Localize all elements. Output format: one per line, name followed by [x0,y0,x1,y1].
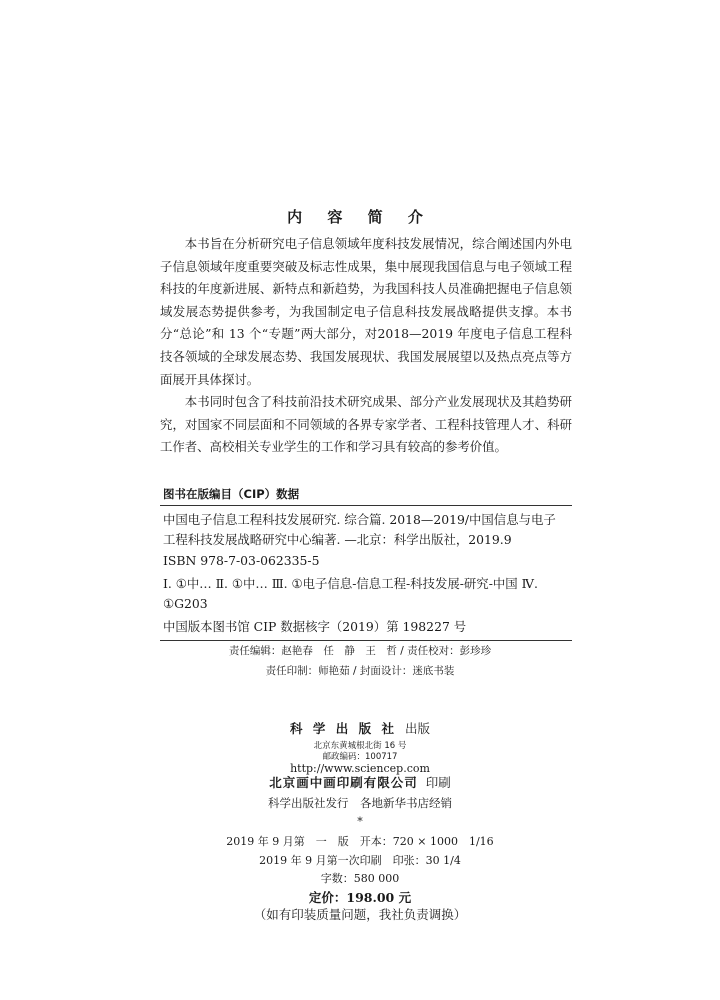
staff-line-production: 责任印制：师艳茹 / 封面设计：迷底书装 [265,665,455,677]
printer-name: 北京画中画印刷有限公司 [269,775,418,790]
publisher-postcode: 邮政编码：100717 [322,752,398,762]
separator-star: * [357,815,363,828]
word-count: 字数：580 000 [320,872,400,885]
quality-notice: （如有印装质量问题，我社负责调换） [253,907,467,922]
summary-body [160,233,572,459]
cip-heading: 图书在版编目（CIP）数据 [163,487,300,501]
distribution-line: 科学出版社发行 各地新华书店经销 [268,796,452,810]
printing-line: 2019 年 9 月第一次印刷 印张：30 1/4 [259,854,461,867]
summary-paragraph-1: 本书旨在分析研究电子信息领域年度科技发展情况，综合阐述国内外电子信息领域年度重要突破及标志性成果，集中展现我国信息与电子领域工程科技的年度新进展、新特点和新趋势，为我国科技人员准确把握电子信息领域发展态势提供参考，为我国制定电子信息科技发展战略提供支撑。本书分“总论”和 13 个“专题”两大部分，对2018—2019 年度电子信息工程科技各领域的全球发展态势、我国发展现状、我国发展展望以及热点亮点等方面展开具体探讨。 [160,236,572,387]
publisher-address: 北京东黄城根北街 16 号 [313,741,407,751]
publisher-line [0,719,720,737]
cip-isbn: ISBN 978-7-03-062335-5 [163,553,320,568]
cip-bottom-divider [160,640,572,641]
summary-paragraph-2: 本书同时包含了科技前沿技术研究成果、部分产业发展现状及其趋势研究，对国家不同层面和不同领域的各界专家学者、工程科技管理人才、科研工作者、高校相关专业学生的工作和学习具有较高的参考价值。 [160,394,572,455]
cip-core-data: 中国版本图书馆 CIP 数据核字（2019）第 198227 号 [163,619,467,634]
cip-classification: Ⅰ. ①中… Ⅱ. ①中… Ⅲ. ①电子信息-信息工程-科技发展-研究-中国 Ⅳ. ①G203 [163,576,538,611]
publisher-website: http://www.sciencep.com [290,762,430,775]
cip-description: 中国电子信息工程科技发展研究. 综合篇. 2018—2019/中国信息与电子工程科技发展战略研究中心编著. —北京：科学出版社，2019.9 [163,512,556,547]
summary-title: 内 容 简 介 [287,208,433,226]
publisher-suffix: 出版 [404,721,430,736]
edition-line: 2019 年 9 月第 一 版 开本：720 × 1000 1/16 [226,835,494,848]
printer-line [0,773,720,791]
staff-line-editors: 责任编辑：赵艳春 任 静 王 哲 / 责任校对：彭珍珍 [228,645,492,657]
printer-suffix: 印刷 [425,775,451,790]
price: 定价：198.00 元 [308,890,412,905]
cip-top-divider [160,505,572,506]
publisher-name: 科 学 出 版 社 [290,721,397,736]
